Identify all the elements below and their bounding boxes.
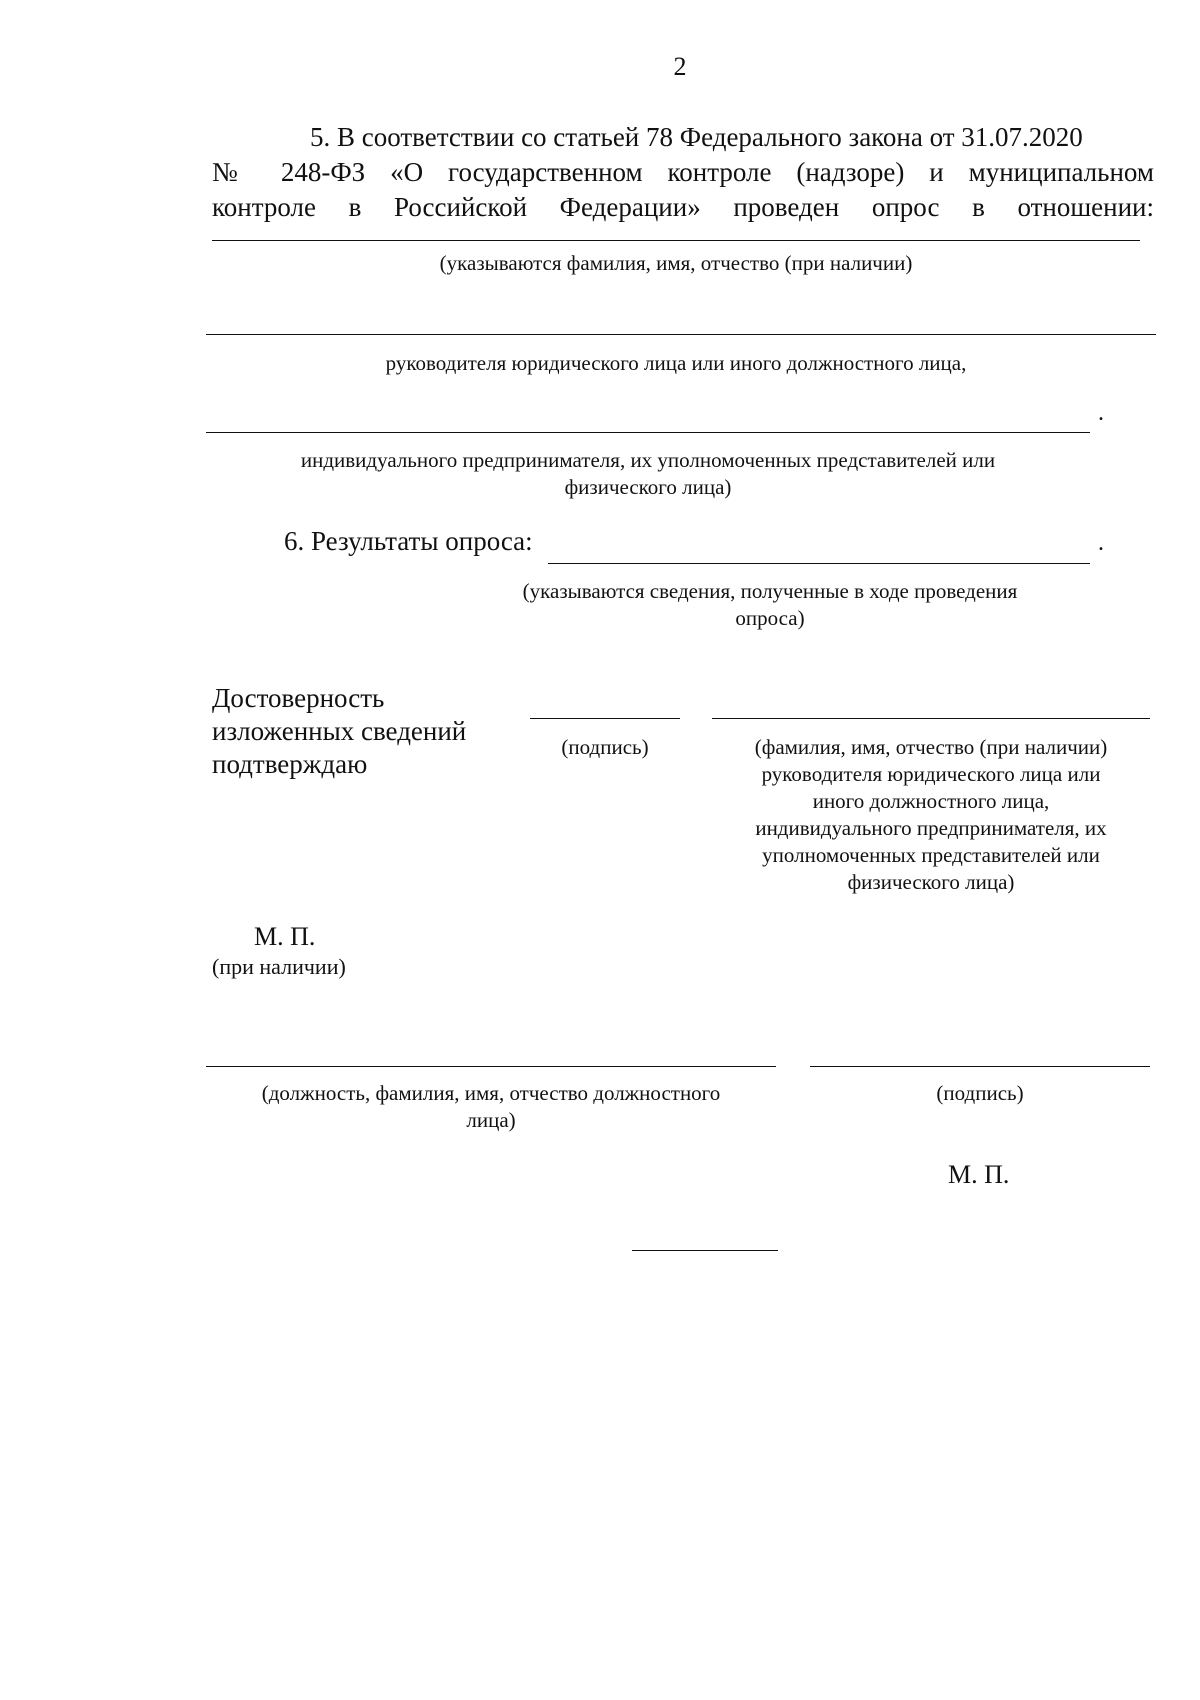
respondent-signature-caption: (подпись) [561,735,649,759]
section-5-line-1: 5. В соответствии со статьей 78 Федерального закона от 31.07.2020 [310,122,1083,152]
respondent-role-line [206,334,1156,335]
closing-rule [632,1250,778,1251]
respondent-name-caption: (указываются фамилия, имя, отчество (при наличии) [439,251,913,275]
respondent-name-line [212,240,1140,241]
confirmation-line-1: Достоверность [212,683,385,713]
official-signature-line [810,1066,1150,1067]
survey-results-line [548,563,1090,564]
respondent-fullname-caption-line-2: руководителя юридического лица или [761,762,1101,786]
section-6-label: 6. Результаты опроса: [284,526,533,556]
official-position-line [206,1066,776,1067]
respondent-stamp-label: М. П. [254,922,316,951]
confirmation-line-3: подтверждаю [212,749,368,779]
survey-results-caption-line-2: опроса) [735,606,805,630]
respondent-type-dot: . [1098,400,1104,426]
confirmation-line-2: изложенных сведений [212,716,467,746]
respondent-fullname-caption-line-4: индивидуального предпринимателя, их [755,816,1107,840]
section-5-line-2: № 248-ФЗ «О государственном контроле (надзоре) и муниципальном [212,157,1154,187]
respondent-fullname-line [712,718,1150,719]
official-position-caption-line-1: (должность, фамилия, имя, отчество должностного [261,1081,721,1105]
respondent-role-caption: руководителя юридического лица или иного должностного лица, [385,351,967,375]
respondent-type-caption-line-2: физического лица) [564,475,732,499]
official-signature-caption: (подпись) [936,1081,1024,1105]
respondent-type-caption-line-1: индивидуального предпринимателя, их уполномоченных представителей или [300,448,996,472]
respondent-fullname-caption-line-1: (фамилия, имя, отчество (при наличии) [754,735,1108,759]
confirmation-text [212,682,466,781]
survey-results-caption-line-1: (указываются сведения, полученные в ходе проведения [522,579,1018,603]
survey-results-caption [470,578,1070,632]
respondent-type-caption [206,447,1090,501]
survey-results-dot: . [1098,530,1104,556]
section-5-line-3: контроле в Российской Федерации» проведен опрос в отношении: [212,192,1154,222]
official-stamp-label: М. П. [948,1160,1010,1189]
respondent-signature-line [530,718,680,719]
respondent-fullname-caption-line-5: уполномоченных представителей или [762,843,1100,867]
respondent-stamp-note: (при наличии) [212,954,346,979]
respondent-fullname-caption-line-3: иного должностного лица, [812,789,1050,813]
section-5-paragraph [212,120,1154,225]
page-number: 2 [673,52,687,81]
official-position-caption-line-2: лица) [466,1108,516,1132]
official-position-caption [206,1080,776,1134]
respondent-type-line [206,432,1090,433]
respondent-fullname-caption [712,734,1150,896]
respondent-fullname-caption-line-6: физического лица) [847,870,1015,894]
